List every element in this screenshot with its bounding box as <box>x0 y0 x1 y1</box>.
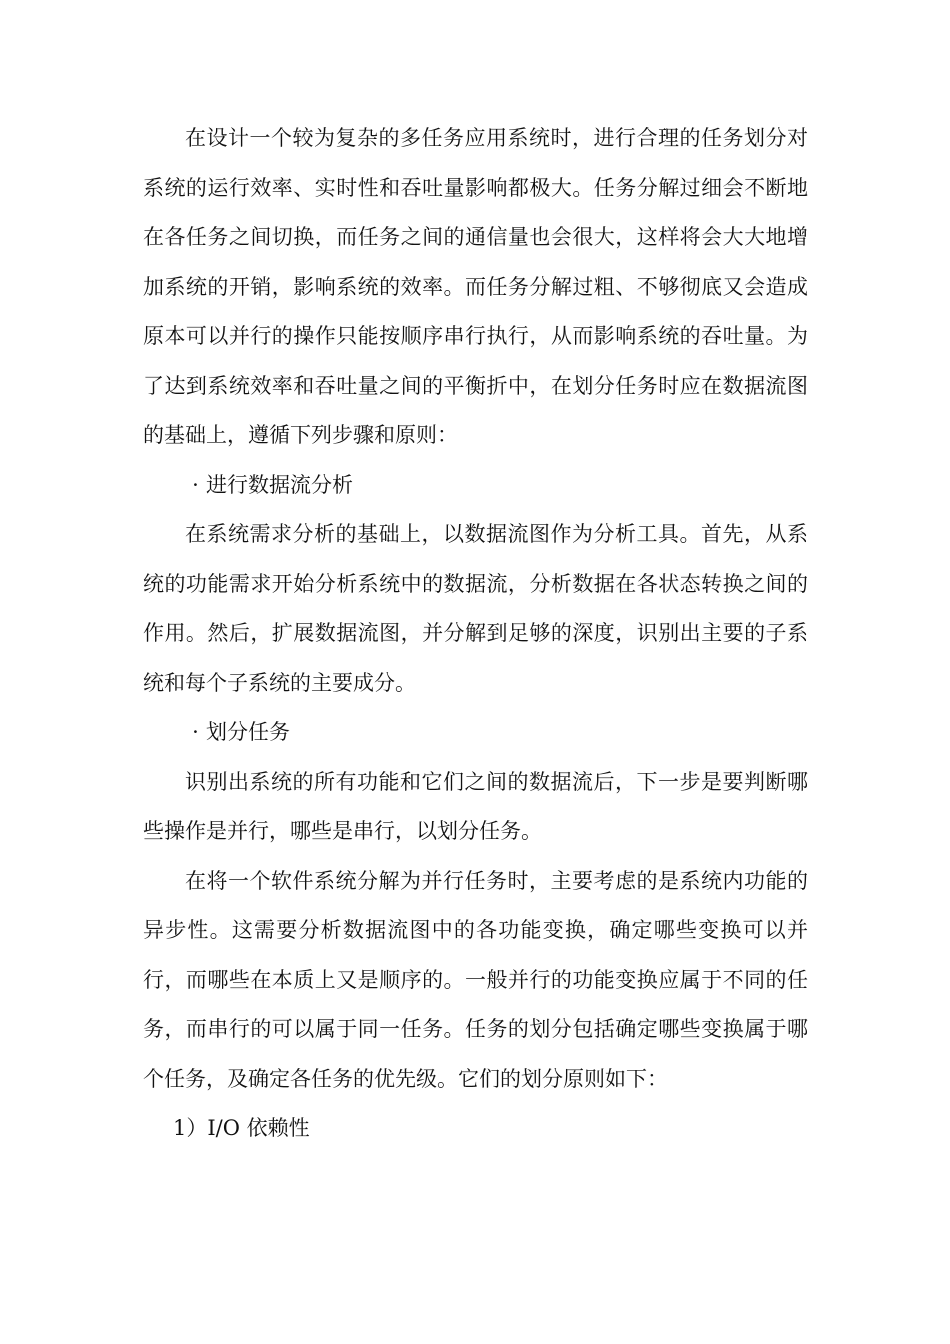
bullet-dot-icon: · <box>192 472 199 497</box>
section-heading-io-dependency: 1）I/O 依赖性 <box>173 1116 310 1140</box>
paragraph-parallel-tasks: 在将一个软件系统分解为并行任务时，主要考虑的是系统内功能的异步性。这需要分析数据流图中的各功能变换，确定哪些变换可以并行，而哪些在本质上又是顺序的。一般并行的功能变换应属于不同的任务，而串行的可以属于同一任务。任务的划分包括确定哪些变换属于哪个任务，及确定各任务的优先级。它们的划分原则如下： <box>143 868 808 1091</box>
document-body <box>143 114 808 1154</box>
bullet-item-task-division <box>143 708 808 758</box>
bullet-dot-icon: · <box>192 720 199 744</box>
paragraph-dataflow-analysis: 在系统需求分析的基础上，以数据流图作为分析工具。首先，从系统的功能需求开始分析系统中的数据流，分析数据在各状态转换之间的作用。然后，扩展数据流图，并分解到足够的深度，识别出主要的子系统和每个子系统的主要成分。 <box>143 522 808 695</box>
bullet-label: 进行数据流分析 <box>206 472 353 497</box>
paragraph-intro: 在设计一个较为复杂的多任务应用系统时，进行合理的任务划分对系统的运行效率、实时性和吞吐量影响都极大。任务分解过细会不断地在各任务之间切换，而任务之间的通信量也会很大，这样将会大大地增加系统的开销，影响系统的效率。而任务分解过粗、不够彻底又会造成原本可以并行的操作只能按顺序串行执行，从而影响系统的吞吐量。为了达到系统效率和吞吐量之间的平衡折中，在划分任务时应在数据流图的基础上，遵循下列步骤和原则： <box>143 126 808 447</box>
bullet-label: 划分任务 <box>206 720 290 744</box>
paragraph-task-division: 识别出系统的所有功能和它们之间的数据流后，下一步是要判断哪些操作是并行，哪些是串行，以划分任务。 <box>143 769 808 843</box>
bullet-item-dataflow-analysis <box>143 461 808 511</box>
